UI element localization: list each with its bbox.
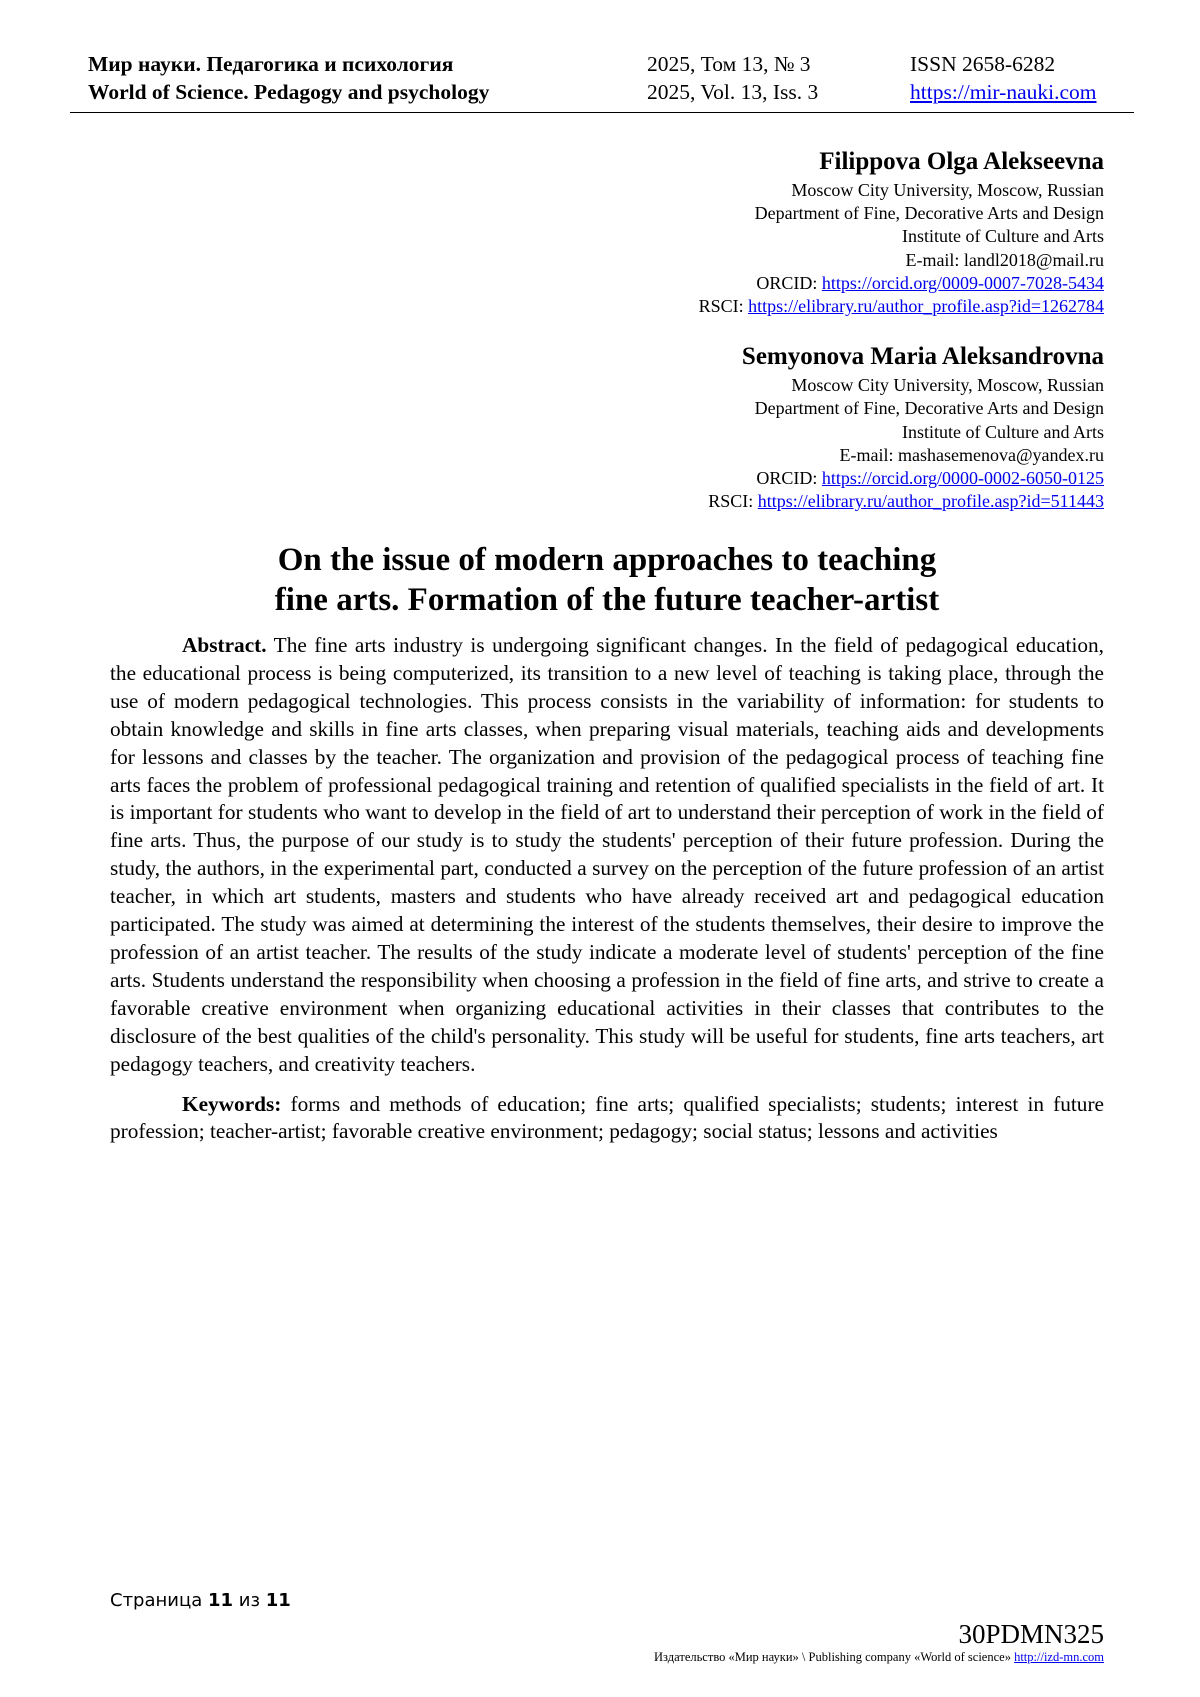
rsci-link[interactable]: https://elibrary.ru/author_profile.asp?id=511443 <box>757 491 1104 512</box>
author-2 <box>404 340 1104 513</box>
journal-title-block <box>88 50 489 106</box>
rsci-label: RSCI: <box>708 491 758 512</box>
author-department: Department of Fine, Decorative Arts and Design <box>754 203 1104 224</box>
article-title <box>110 540 1104 620</box>
author-rsci <box>404 295 1104 318</box>
title-line-2: fine arts. Formation of the future teacher-artist <box>274 582 940 618</box>
orcid-link[interactable]: https://orcid.org/0000-0002-6050-0125 <box>821 468 1104 489</box>
author-orcid <box>404 467 1104 490</box>
publisher-text: Издательство «Мир науки» \ Publishing company «World of science» <box>654 1650 1015 1664</box>
orcid-link[interactable]: https://orcid.org/0009-0007-7028-5434 <box>821 272 1104 293</box>
orcid-label: ORCID: <box>756 272 822 293</box>
journal-title-ru: Мир науки. Педагогика и психология <box>88 52 454 76</box>
author-orcid <box>404 272 1104 295</box>
publisher-line <box>654 1650 1104 1665</box>
page-number <box>110 1590 291 1611</box>
author-rsci <box>404 490 1104 513</box>
author-email: E-mail: landl2018@mail.ru <box>905 249 1104 270</box>
author-name: Filippova Olga Alekseevna <box>819 148 1104 175</box>
abstract-text: The fine arts industry is undergoing significant changes. In the field of pedagogical education, the educational process is being computerized, its transition to a new level of teaching is taking place, through the use of modern pedagogical technologies. This process consists in the variability of information: for students to obtain knowledge and skills in fine arts classes, when preparing visual materials, teaching aids and developments for lessons and classes by the teacher. The organization and provision of the pedagogical process of teaching fine arts faces the problem of professional pedagogical training and retention of qualified specialists in the field of art. It is important for students who want to develop in the field of art to understand their perception of work in the field of fine arts. Thus, the purpose of our study is to study the students' perception of their future profession. During the study, the authors, in the experimental part, conducted a survey on the perception of the future profession of an artist teacher, in which art students, masters and students who have already received art and pedagogical education participated. The study was aimed at determining the interest of the students themselves, their desire to improve the profession of an artist teacher. The results of the study indicate a moderate level of students' perception of the fine arts. Students understand the responsibility when choosing a profession in the field of fine arts, and strive to create a favorable creative environment when organizing educational activities in their classes that contributes to the disclosure of the best qualities of the child's personality. This study will be useful for students, fine arts teachers, art pedagogy teachers, and creativity teachers. <box>110 633 1104 1076</box>
issue-block <box>647 50 818 106</box>
keywords-paragraph <box>110 1091 1104 1147</box>
author-department: Department of Fine, Decorative Arts and Design <box>754 398 1104 419</box>
page-total: 11 <box>265 1590 291 1611</box>
author-institute: Institute of Culture and Arts <box>902 421 1104 442</box>
rsci-link[interactable]: https://elibrary.ru/author_profile.asp?id=1262784 <box>748 296 1104 317</box>
author-affiliation: Moscow City University, Moscow, Russian <box>791 180 1104 200</box>
issue-ru: 2025, Том 13, № 3 <box>647 52 811 76</box>
keywords-label: Keywords: <box>182 1091 282 1116</box>
issn: ISSN 2658-6282 <box>910 52 1056 76</box>
keywords-text: forms and methods of education; fine arts; qualified specialists; students; interest in future profession; teacher-artist; favorable creative environment; pedagogy; social status; lessons and activities <box>110 1091 1104 1144</box>
journal-header <box>70 50 1134 113</box>
abstract-section <box>110 632 1104 1146</box>
author-1 <box>404 145 1104 318</box>
journal-title-en: World of Science. Pedagogy and psychology <box>88 80 490 104</box>
abstract-paragraph <box>110 632 1104 1079</box>
rsci-label: RSCI: <box>698 296 749 317</box>
author-email: E-mail: mashasemenova@yandex.ru <box>839 444 1104 465</box>
authors-block <box>404 145 1104 535</box>
orcid-label: ORCID: <box>756 468 822 489</box>
publisher-link[interactable]: http://izd-mn.com <box>1014 1650 1104 1664</box>
author-name: Semyonova Maria Aleksandrovna <box>741 343 1104 371</box>
author-affiliation: Moscow City University, Moscow, Russian <box>791 375 1104 396</box>
abstract-label: Abstract. <box>182 633 267 657</box>
page-current: 11 <box>207 1590 234 1611</box>
page-separator: из <box>233 1590 266 1611</box>
article-code: 30PDMN325 <box>958 1619 1104 1649</box>
journal-site-link[interactable]: https://mir-nauki.com <box>910 80 1097 104</box>
title-line-1: On the issue of modern approaches to teaching <box>277 542 937 578</box>
issue-en: 2025, Vol. 13, Iss. 3 <box>647 80 819 104</box>
page-prefix: Страница <box>110 1590 208 1611</box>
issn-block <box>910 50 1096 106</box>
author-institute: Institute of Culture and Arts <box>902 226 1104 247</box>
